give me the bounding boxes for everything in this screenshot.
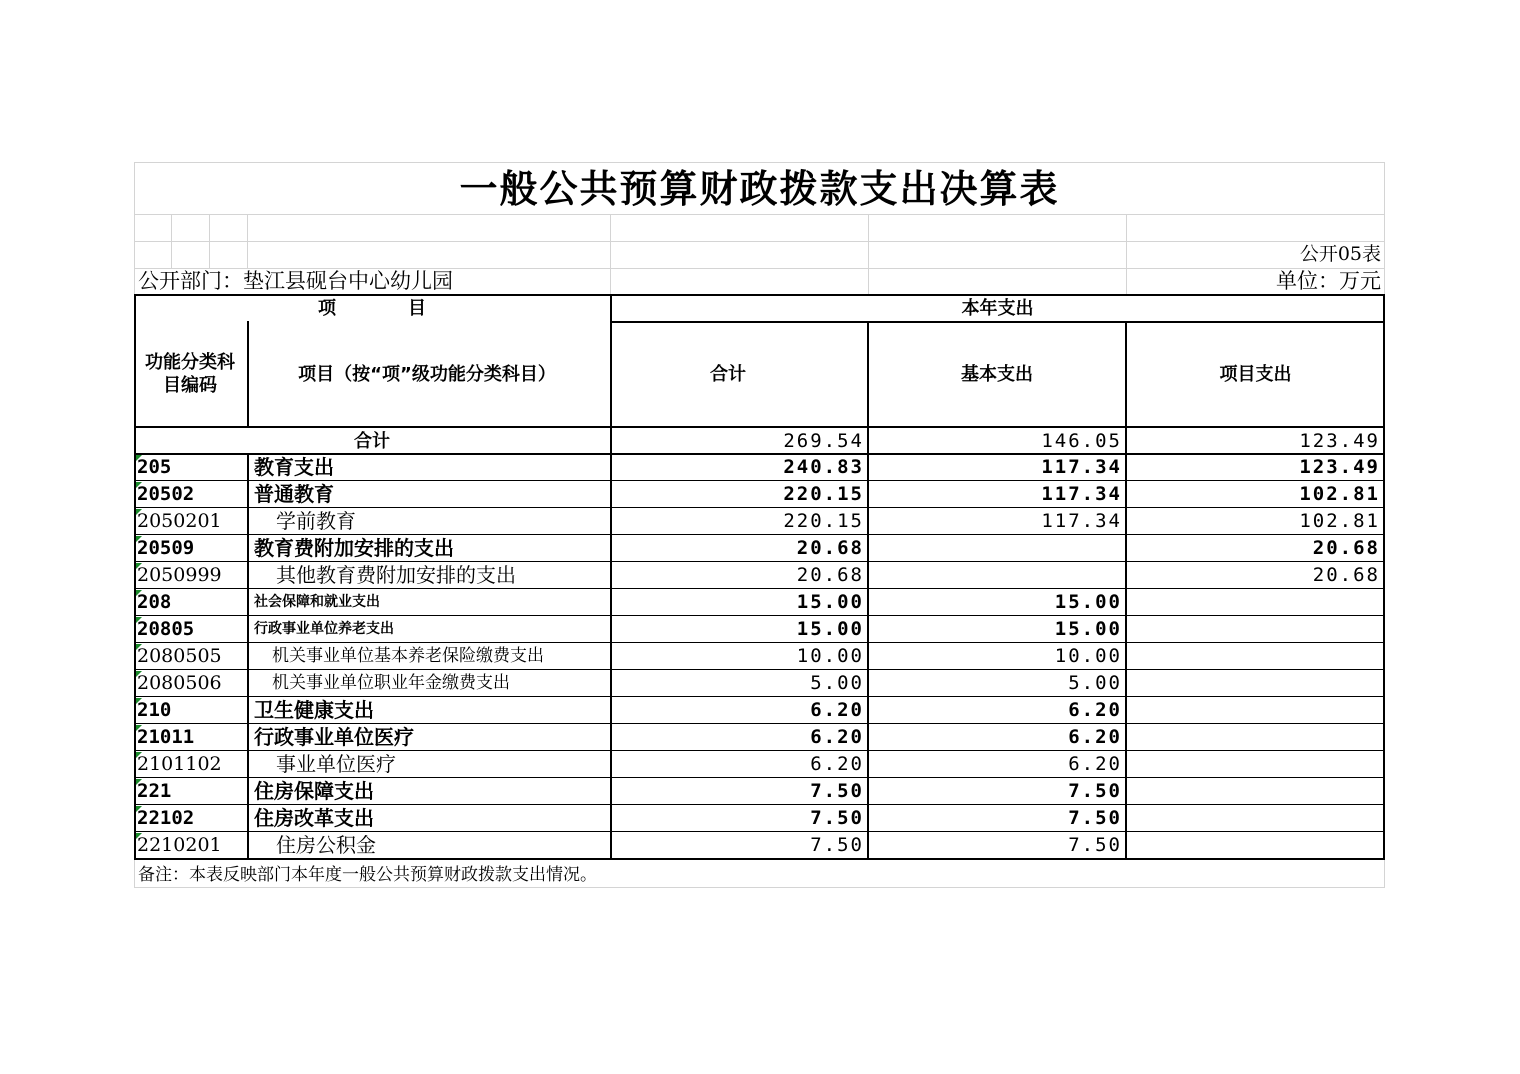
- footnote: 备注：本表反映部门本年度一般公共预算财政拨款支出情况。: [138, 865, 597, 885]
- row-total: 10.00: [796, 645, 864, 667]
- grid-line: [247, 214, 248, 268]
- row-code: 2080506: [137, 672, 222, 694]
- row-project: 20.68: [1312, 537, 1380, 559]
- form-number: 公开05表: [1299, 243, 1381, 265]
- row-total: 6.20: [810, 699, 864, 721]
- budget-sheet: [134, 162, 1385, 888]
- row-code: 20502: [137, 483, 195, 505]
- row-total: 15.00: [796, 591, 864, 613]
- unit-label: 单位：万元: [1276, 269, 1381, 293]
- total-row-label: 合计: [354, 430, 390, 452]
- sheet-title: 一般公共预算财政拨款支出决算表: [459, 167, 1060, 211]
- row-name: 教育费附加安排的支出: [254, 536, 454, 560]
- grid-line: [171, 214, 172, 268]
- row-name: 住房公积金: [276, 833, 376, 857]
- row-total: 7.50: [810, 834, 864, 856]
- row-total: 15.00: [796, 618, 864, 640]
- row-project: 102.81: [1299, 510, 1380, 532]
- row-name: 机关事业单位职业年金缴费支出: [272, 673, 510, 693]
- table-border-line: [247, 454, 249, 859]
- row-code: 20509: [137, 537, 195, 559]
- grid-line: [134, 214, 1385, 215]
- header-total: 合计: [710, 363, 746, 385]
- row-name: 学前教育: [276, 509, 356, 533]
- header-basic: 基本支出: [961, 363, 1033, 385]
- row-code: 2101102: [137, 753, 222, 775]
- row-name: 社会保障和就业支出: [254, 594, 380, 610]
- row-total: 20.68: [796, 537, 864, 559]
- row-basic: 6.20: [1068, 726, 1122, 748]
- row-name: 行政事业单位养老支出: [254, 621, 394, 637]
- row-code: 21011: [137, 726, 195, 748]
- header-year-expense: 本年支出: [961, 297, 1034, 319]
- row-total: 220.15: [783, 483, 864, 505]
- table-border-line: [247, 321, 249, 427]
- row-total: 7.50: [810, 780, 864, 802]
- row-basic: 6.20: [1068, 699, 1122, 721]
- row-basic: 7.50: [1068, 780, 1122, 802]
- department-label: 公开部门：垫江县砚台中心幼儿园: [138, 269, 453, 293]
- grid-line: [209, 214, 210, 268]
- grid-line: [134, 241, 1385, 242]
- row-code: 210: [137, 699, 172, 721]
- row-code: 2050999: [137, 564, 222, 586]
- row-basic: 7.50: [1068, 834, 1122, 856]
- row-total: 6.20: [810, 753, 864, 775]
- row-total: 20.68: [796, 564, 864, 586]
- row-name: 住房改革支出: [254, 806, 374, 830]
- row-name: 住房保障支出: [254, 779, 374, 803]
- total-row-total: 269.54: [783, 430, 864, 452]
- header-project: 项目支出: [1219, 363, 1292, 385]
- row-code: 22102: [137, 807, 195, 829]
- row-code: 2210201: [137, 834, 222, 856]
- row-total: 7.50: [810, 807, 864, 829]
- row-code: 2050201: [137, 510, 222, 532]
- row-code: 20805: [137, 618, 195, 640]
- total-row-project: 123.49: [1299, 430, 1380, 452]
- row-code: 208: [137, 591, 172, 613]
- row-name: 机关事业单位基本养老保险缴费支出: [272, 646, 544, 666]
- row-code: 205: [137, 456, 172, 478]
- row-basic: 7.50: [1068, 807, 1122, 829]
- header-item-group: 项 目: [318, 297, 426, 319]
- row-total: 240.83: [783, 456, 864, 478]
- row-basic: 15.00: [1054, 618, 1122, 640]
- row-name: 事业单位医疗: [276, 752, 396, 776]
- row-name: 行政事业单位医疗: [254, 725, 414, 749]
- grid-line: [610, 214, 611, 294]
- row-basic: 10.00: [1054, 645, 1122, 667]
- grid-line: [1126, 214, 1127, 294]
- row-basic: 117.34: [1041, 510, 1122, 532]
- row-code: 2080505: [137, 645, 222, 667]
- grid-line: [868, 214, 869, 294]
- header-code: 功能分类科目编码: [145, 352, 235, 396]
- row-basic: 15.00: [1054, 591, 1122, 613]
- row-basic: 117.34: [1041, 483, 1122, 505]
- row-total: 5.00: [810, 672, 864, 694]
- header-name: 项目（按“项”级功能分类科目）: [298, 363, 556, 385]
- row-name: 教育支出: [254, 455, 334, 479]
- row-name: 普通教育: [254, 482, 334, 506]
- row-name: 其他教育费附加安排的支出: [276, 563, 516, 587]
- row-basic: 117.34: [1041, 456, 1122, 478]
- row-project: 123.49: [1299, 456, 1380, 478]
- table-border-line: [134, 294, 136, 860]
- row-total: 6.20: [810, 726, 864, 748]
- row-name: 卫生健康支出: [254, 698, 374, 722]
- row-basic: 6.20: [1068, 753, 1122, 775]
- row-basic: 5.00: [1068, 672, 1122, 694]
- row-project: 20.68: [1312, 564, 1380, 586]
- row-total: 220.15: [783, 510, 864, 532]
- total-row-basic: 146.05: [1041, 430, 1122, 452]
- row-code: 221: [137, 780, 172, 802]
- row-project: 102.81: [1299, 483, 1380, 505]
